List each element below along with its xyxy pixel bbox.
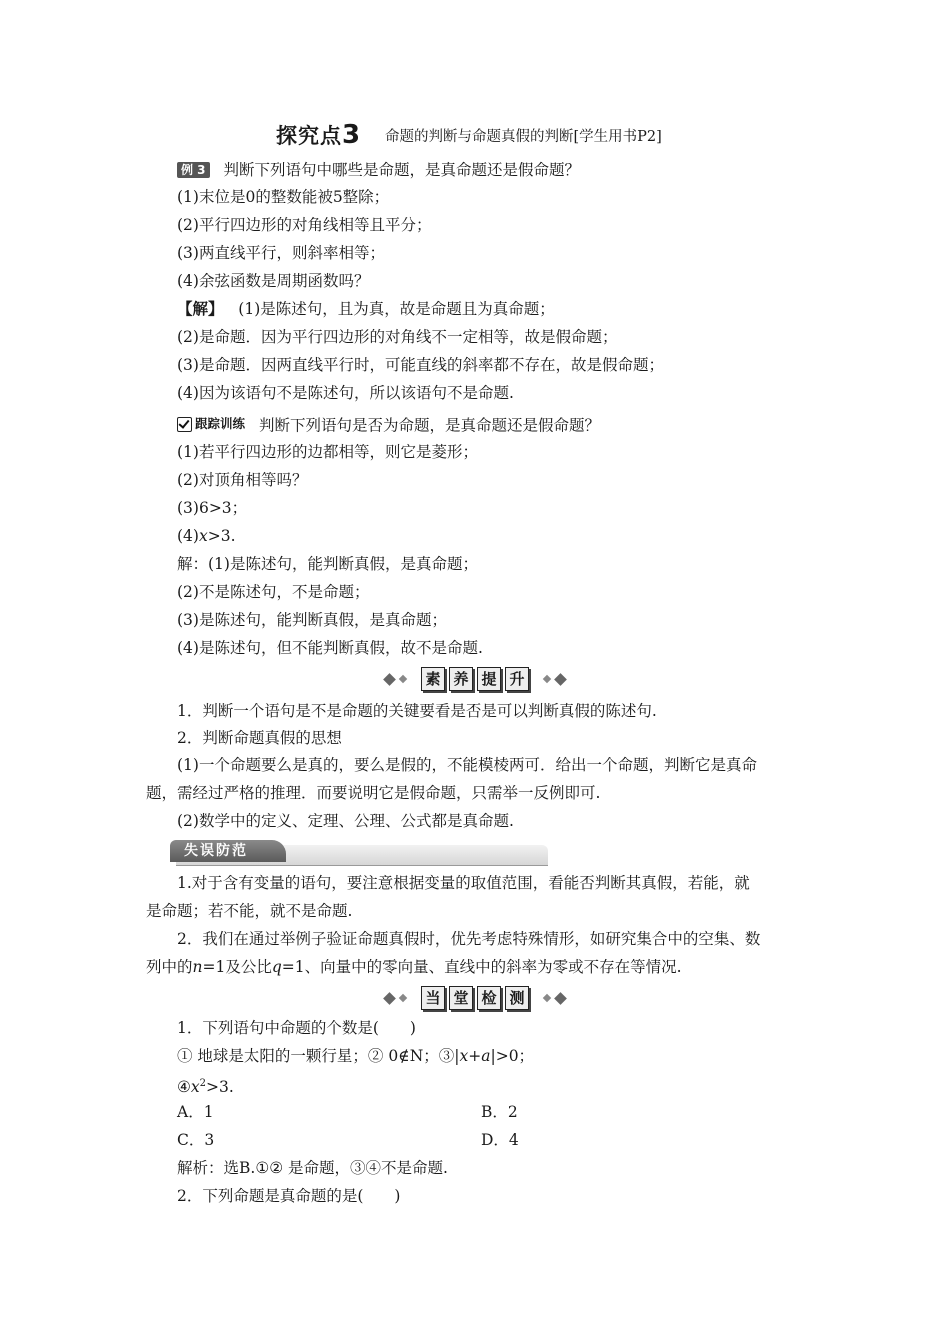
text-run: + xyxy=(468,1047,482,1065)
text-run: |>0； xyxy=(490,1047,535,1065)
training-question: 判断下列语句是否为命题，是真命题还是假命题？ xyxy=(259,416,601,435)
example-badge: 例 3 xyxy=(177,162,210,178)
section-heading xyxy=(276,120,361,151)
text-run: =1及公比 xyxy=(202,958,272,976)
solution-line: (3)是命题．因两直线平行时，可能直线的斜率都不存在，故是假命题； xyxy=(177,356,664,374)
solution-label: 【解】 xyxy=(177,300,224,318)
check-banner xyxy=(0,986,950,1010)
example-solution-line xyxy=(177,298,555,320)
literacy-paragraph: 2．判断命题真假的思想 xyxy=(177,729,342,747)
literacy-banner xyxy=(0,667,950,691)
banner-char: 堂 xyxy=(449,986,473,1010)
example-item: (1)末位是0的整数能被5整除； xyxy=(177,188,390,206)
training-question-line xyxy=(177,413,600,437)
literacy-paragraph: 题，需经过严格的推理．而要说明它是假命题，只需举一反例即可. xyxy=(146,784,601,802)
question-1-statement-4 xyxy=(177,1073,234,1098)
training-item: (1)若平行四边形的边都相等，则它是菱形； xyxy=(177,443,478,461)
exponent: 2 xyxy=(199,1078,207,1089)
diamond-icon xyxy=(554,673,567,686)
checkmark-icon xyxy=(177,417,192,432)
question-1-statements xyxy=(177,1045,534,1067)
training-answer: (4)是陈述句，但不能判断真假，故不是命题. xyxy=(177,639,483,657)
literacy-paragraph: 1．判断一个语句是不是命题的关键要看是否是可以判断真假的陈述句. xyxy=(177,702,657,720)
variable-n: n xyxy=(192,958,203,976)
banner-char: 养 xyxy=(449,667,473,691)
item-suffix: >3. xyxy=(207,527,236,545)
diamond-icon xyxy=(383,992,396,1005)
training-answer: (2)不是陈述句，不是命题； xyxy=(177,583,370,601)
example-question-line xyxy=(177,159,580,181)
section-label: 探究点 xyxy=(276,124,342,148)
variable-q: q xyxy=(271,958,282,976)
section-subtitle: 命题的判断与命题真假的判断[学生用书P2] xyxy=(385,129,662,145)
training-item: (3)6>3； xyxy=(177,499,248,517)
text-run: ① 地球是太阳的一颗行星；② 0∉N；③| xyxy=(177,1047,460,1065)
variable-a: a xyxy=(481,1047,491,1065)
option-c: C．3 xyxy=(177,1131,215,1149)
variable-x: x xyxy=(198,527,208,545)
variable-x: x xyxy=(190,1078,200,1097)
solution-text: (1)是陈述句，且为真，故是命题且为真命题； xyxy=(238,300,555,318)
text-run: >3. xyxy=(206,1078,234,1097)
literacy-paragraph: (2)数学中的定义、定理、公理、公式都是真命题. xyxy=(177,812,514,830)
error-header-tab: 失误防范 xyxy=(170,840,286,862)
training-item xyxy=(177,525,236,547)
error-paragraph: 1.对于含有变量的语句，要注意根据变量的取值范围，看能否判断其真假，若能，就 xyxy=(177,874,750,892)
training-badge xyxy=(177,413,245,435)
question-1-analysis: 解析：选B.①② 是命题，③④不是命题. xyxy=(177,1159,448,1177)
error-paragraph xyxy=(146,956,682,978)
example-question: 判断下列语句中哪些是命题，是真命题还是假命题？ xyxy=(223,161,581,179)
section-number: 3 xyxy=(342,120,362,150)
item-prefix: (4) xyxy=(177,527,199,545)
option-b: B．2 xyxy=(481,1103,518,1121)
variable-x: x xyxy=(459,1047,469,1065)
training-label: 跟踪训练 xyxy=(195,416,246,431)
training-answer: 解：(1)是陈述句，能判断真假，是真命题； xyxy=(177,555,478,573)
text-run: ④ xyxy=(177,1078,191,1097)
question-2: 2．下列命题是真命题的是( ) xyxy=(177,1187,401,1205)
example-item: (2)平行四边形的对角线相等且平分； xyxy=(177,216,432,234)
diamond-icon xyxy=(399,675,407,683)
banner-char: 当 xyxy=(421,986,445,1010)
diamond-icon xyxy=(399,994,407,1002)
banner-char: 素 xyxy=(421,667,445,691)
literacy-paragraph: (1)一个命题要么是真的，要么是假的，不能模棱两可．给出一个命题，判断它是真命 xyxy=(177,756,757,774)
example-item: (4)余弦函数是周期函数吗？ xyxy=(177,272,370,290)
diamond-icon xyxy=(554,992,567,1005)
text-run: =1、向量中的零向量、直线中的斜率为零或不存在等情况. xyxy=(281,958,682,976)
training-item: (2)对顶角相等吗？ xyxy=(177,471,308,489)
training-answer: (3)是陈述句，能判断真假，是真命题； xyxy=(177,611,447,629)
solution-line: (4)因为该语句不是陈述句，所以该语句不是命题. xyxy=(177,384,514,402)
diamond-icon xyxy=(543,675,551,683)
banner-char: 升 xyxy=(505,667,529,691)
diamond-icon xyxy=(383,673,396,686)
question-1: 1．下列语句中命题的个数是( ) xyxy=(177,1019,416,1037)
banner-char: 测 xyxy=(505,986,529,1010)
banner-char: 检 xyxy=(477,986,501,1010)
example-item: (3)两直线平行，则斜率相等； xyxy=(177,244,385,262)
error-paragraph: 2．我们在通过举例子验证命题真假时，优先考虑特殊情形，如研究集合中的空集、数 xyxy=(177,930,761,948)
diamond-icon xyxy=(543,994,551,1002)
solution-line: (2)是命题．因为平行四边形的对角线不一定相等，故是假命题； xyxy=(177,328,618,346)
banner-char: 提 xyxy=(477,667,501,691)
text-run: 列中的 xyxy=(146,958,193,976)
option-a: A．1 xyxy=(177,1103,214,1121)
error-paragraph: 是命题；若不能，就不是命题. xyxy=(146,902,353,920)
option-d: D．4 xyxy=(481,1131,519,1149)
